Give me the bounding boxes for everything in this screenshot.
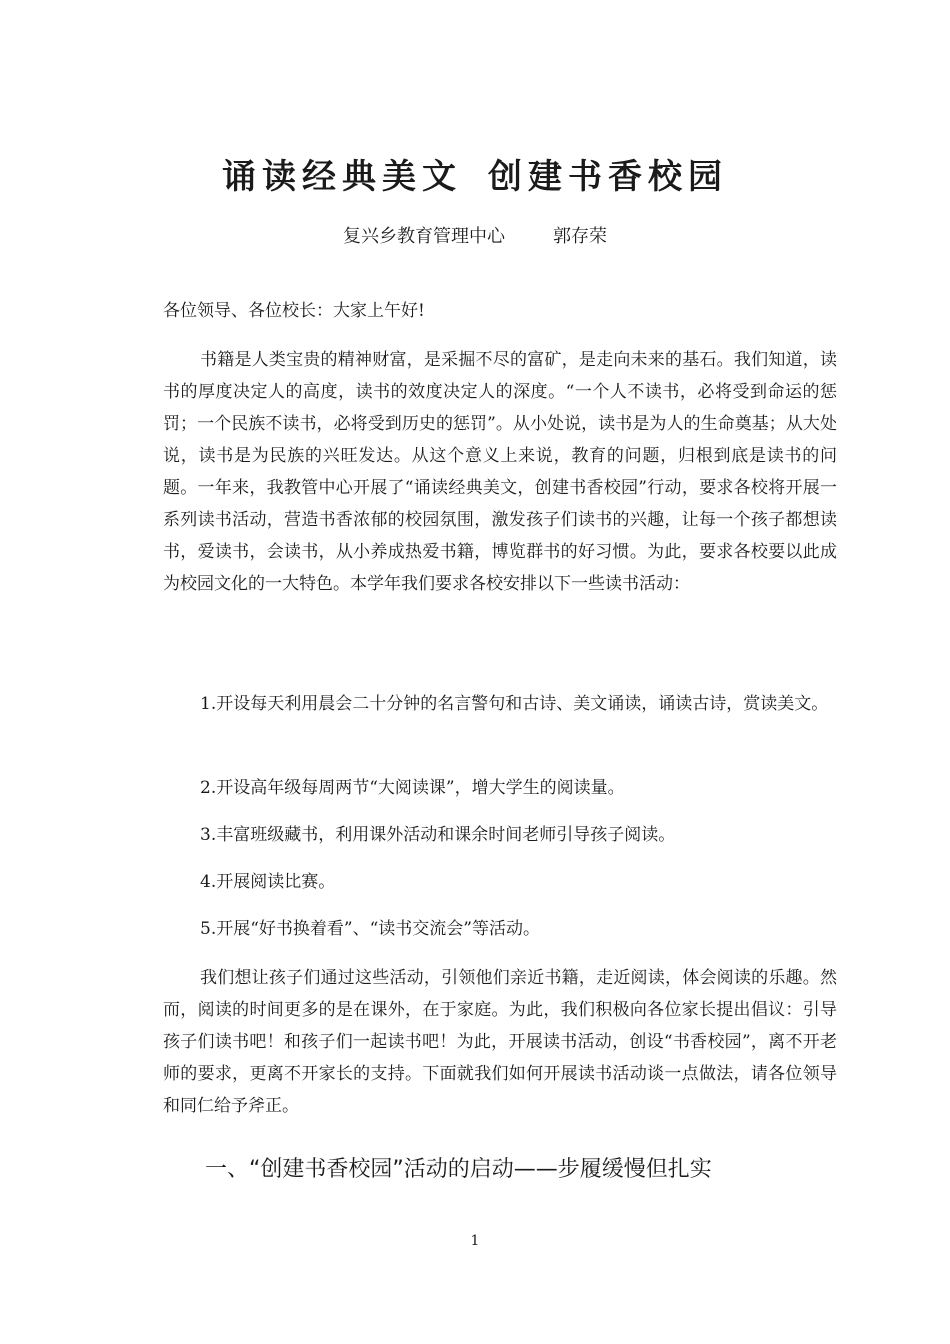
title-part-1: 诵读经典美文 — [222, 157, 462, 197]
list-item-5: 5.开展“好书换着看”、“读书交流会”等活动。 — [200, 919, 540, 939]
page-number: 1 — [470, 1233, 480, 1249]
paragraph-closing: 我们想让孩子们通过这些活动，引领他们亲近书籍，走近阅读，体会阅读的乐趣。然而，阅读的时间更多的是在课外，在于家庭。为此，我们积极向各位家长提出倡议：引导孩子们读书吧！和孩子们一起读书吧！为此，开展读书活动，创设“书香校园”，离不开老师的要求，更离不开家长的支持。下面就我们如何开展读书活动谈一点做法，请各位领导和同仁给予斧正。 — [163, 968, 837, 1116]
title-part-2: 创建书香校园 — [488, 157, 728, 197]
byline-author: 郭存荣 — [553, 226, 607, 247]
list-item-4: 4.开展阅读比赛。 — [200, 872, 336, 892]
greeting: 各位领导、各位校长：大家上午好! — [163, 301, 425, 321]
byline — [0, 222, 950, 252]
list-item-2: 2.开设高年级每周两节“大阅读课”，增大学生的阅读量。 — [200, 778, 625, 798]
section-heading: 一、“创建书香校园”活动的启动——步履缓慢但扎实 — [205, 1157, 712, 1182]
document-title — [0, 152, 950, 202]
byline-organization: 复兴乡教育管理中心 — [343, 226, 505, 247]
list-item-3: 3.丰富班级藏书，利用课外活动和课余时间老师引导孩子阅读。 — [200, 825, 676, 845]
paragraph-intro: 书籍是人类宝贵的精神财富，是采掘不尽的富矿，是走向未来的基石。我们知道，读书的厚度决定人的高度，读书的效度决定人的深度。“一个人不读书，必将受到命运的惩罚；一个民族不读书，必将受到历史的惩罚”。从小处说，读书是为人的生命奠基；从大处说，读书是为民族的兴旺发达。从这个意义上来说，教育的问题，归根到底是读书的问题。一年来，我教管中心开展了“诵读经典美文，创建书香校园”行动，要求各校将开展一系列读书活动，营造书香浓郁的校园氛围，激发孩子们读书的兴趣，让每一个孩子都想读书，爱读书，会读书，从小养成热爱书籍，博览群书的好习惯。为此，要求各校要以此成为校园文化的一大特色。本学年我们要求各校安排以下一些读书活动： — [163, 350, 837, 594]
list-item-1: 1.开设每天利用晨会二十分钟的名言警句和古诗、美文诵读，诵读古诗，赏读美文。 — [200, 694, 829, 714]
